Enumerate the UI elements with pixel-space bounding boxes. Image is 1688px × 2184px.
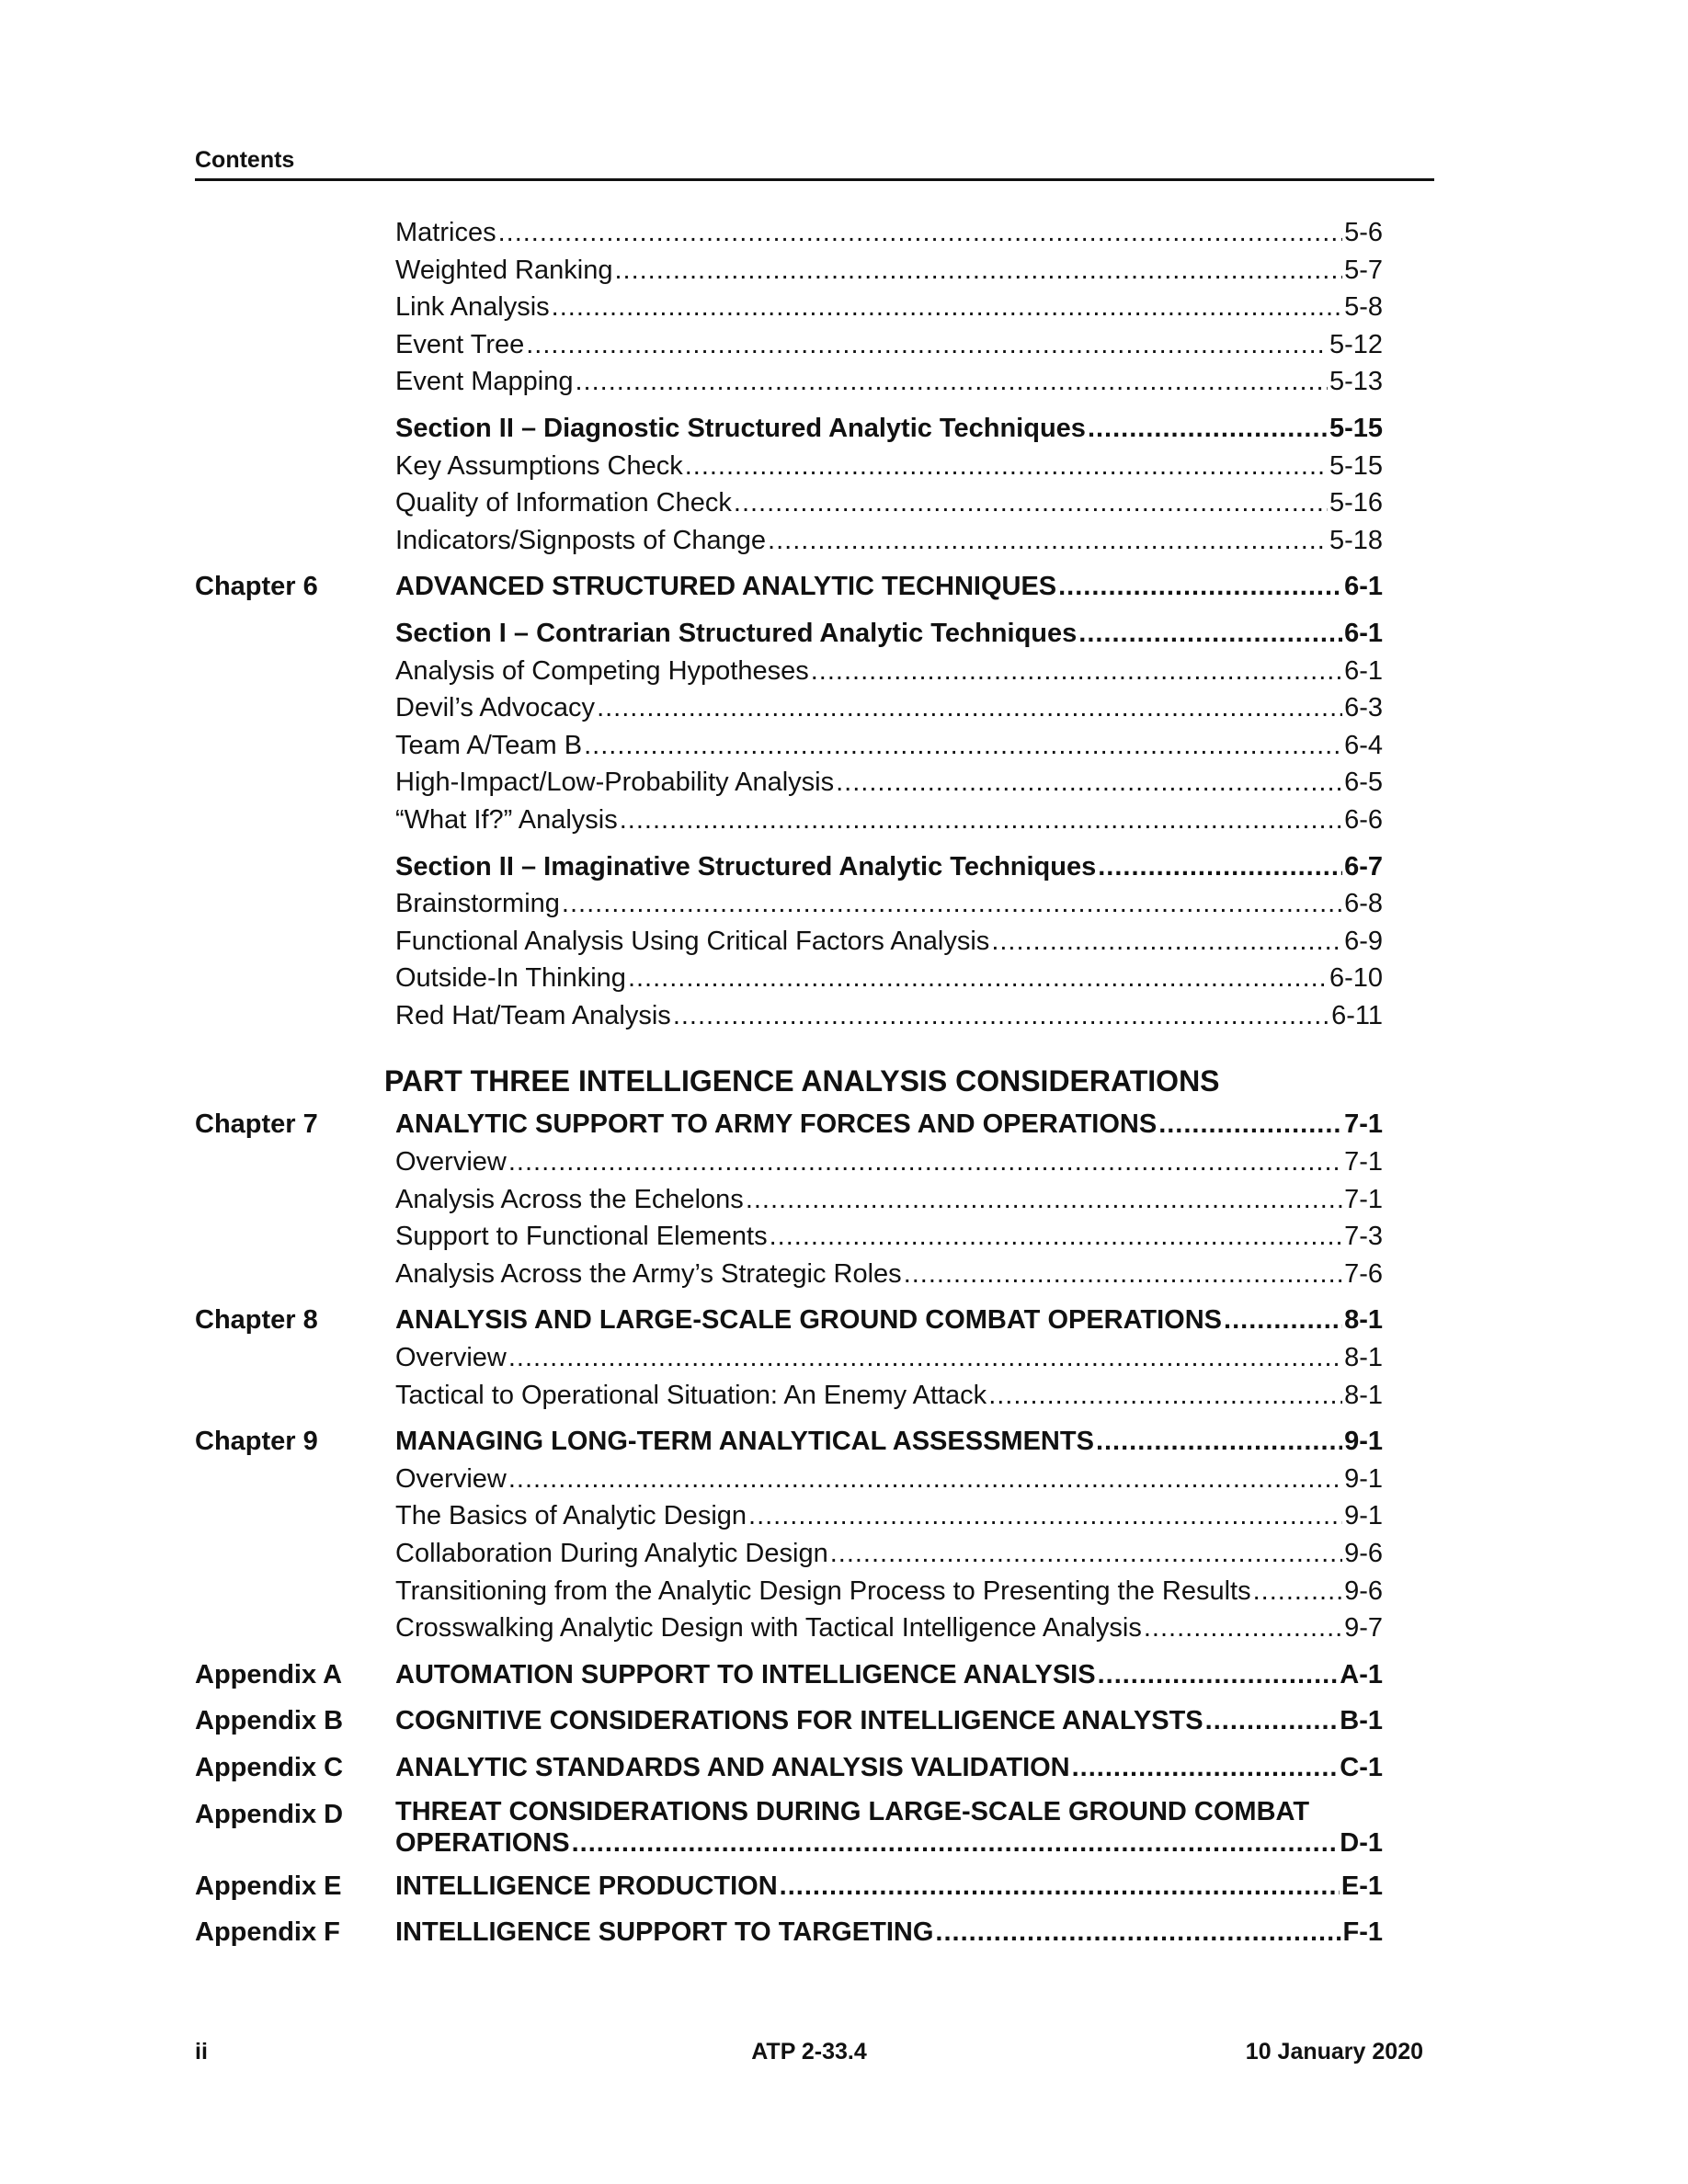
toc-entry-page: 8-1: [1344, 1380, 1383, 1410]
toc-entry-label: Appendix A: [195, 1659, 343, 1689]
toc-entry-title: Brainstorming: [395, 889, 560, 919]
toc-entry-page: 5-15: [1329, 450, 1383, 481]
toc-entry-body: [395, 1535, 1383, 1573]
toc-entry-title: Link Analysis: [395, 292, 550, 323]
dot-leader: [1144, 1610, 1342, 1647]
toc-entry[interactable]: [195, 1106, 1383, 1143]
toc-entry-title: Outside-In Thinking: [395, 963, 626, 994]
toc-entry-title: ANALYTIC SUPPORT TO ARMY FORCES AND OPERATIONS: [395, 1109, 1158, 1140]
toc-entry-title: COGNITIVE CONSIDERATIONS FOR INTELLIGENCE ANALYSTS: [395, 1706, 1203, 1736]
toc-entry-title: “What If?” Analysis: [395, 804, 618, 835]
toc-entry[interactable]: [195, 885, 1383, 923]
toc-entry-body: [395, 1749, 1383, 1787]
toc-entry-body: [395, 1302, 1383, 1339]
toc-entry-label: Appendix E: [195, 1871, 342, 1901]
dot-leader: [1088, 410, 1328, 448]
toc-entry-body: [395, 727, 1383, 765]
toc-entry-title: Indicators/Signposts of Change: [395, 525, 767, 555]
toc-entry-title: Analysis Across the Army’s Strategic Roles: [395, 1258, 902, 1289]
toc-entry-body: [395, 1868, 1383, 1905]
dot-leader: [620, 802, 1342, 839]
toc-entry-body: [395, 484, 1383, 522]
toc-entry-page: 6-7: [1344, 851, 1383, 882]
toc-entry[interactable]: [195, 1610, 1383, 1647]
toc-entry[interactable]: [195, 1218, 1383, 1256]
toc-entry-label: Chapter 7: [195, 1109, 318, 1140]
toc-entry-page: F-1: [1342, 1917, 1383, 1948]
toc-entry-label: Chapter 6: [195, 572, 318, 602]
toc-entry-page: 9-1: [1344, 1427, 1383, 1457]
footer-date: 10 January 2020: [1245, 2039, 1423, 2065]
toc-entry[interactable]: [195, 522, 1383, 560]
toc-entry-page: D-1: [1340, 1827, 1383, 1858]
toc-entry-page: 5-15: [1329, 413, 1383, 443]
toc-entry-title: INTELLIGENCE SUPPORT TO TARGETING: [395, 1917, 934, 1948]
dot-leader: [780, 1868, 1340, 1905]
toc-entry-label: Chapter 8: [195, 1305, 318, 1336]
dot-leader: [508, 1143, 1342, 1181]
toc-entry[interactable]: [195, 1377, 1383, 1415]
toc-entry-label: Appendix F: [195, 1917, 340, 1948]
dot-leader: [1098, 848, 1342, 886]
toc-entry-body: [395, 214, 1383, 252]
toc-entry-page: A-1: [1340, 1659, 1383, 1689]
toc-entry-page: 6-3: [1344, 693, 1383, 723]
toc-entry-page: 9-6: [1344, 1539, 1383, 1568]
toc-entry[interactable]: [195, 923, 1383, 961]
toc-entry-page: 6-1: [1344, 655, 1383, 686]
toc-entry[interactable]: [195, 802, 1383, 839]
toc-entry[interactable]: [195, 1181, 1383, 1219]
toc-entry-page: 9-6: [1344, 1575, 1383, 1606]
dot-leader: [614, 252, 1342, 290]
toc-entry-title: Crosswalking Analytic Design with Tactical Intelligence Analysis: [395, 1613, 1142, 1644]
toc-entry-page: 8-1: [1344, 1305, 1383, 1336]
toc-entry-title: Devil’s Advocacy: [395, 693, 596, 723]
toc-entry-title: Weighted Ranking: [395, 255, 613, 285]
toc-entry-title: Section II – Imaginative Structured Analytic Techniques: [395, 851, 1097, 882]
toc-entry-body: [395, 689, 1383, 727]
toc-entry-title: Key Assumptions Check: [395, 450, 683, 481]
toc-entry-body: [395, 1218, 1383, 1256]
toc-entry-body: [395, 410, 1383, 448]
toc-entry-title: AUTOMATION SUPPORT TO INTELLIGENCE ANALYSIS: [395, 1659, 1096, 1689]
toc-entry-body: [395, 326, 1383, 364]
dot-leader: [904, 1256, 1342, 1293]
toc-entry-body: [395, 289, 1383, 326]
toc-entry-page: B-1: [1340, 1706, 1383, 1736]
dot-leader: [1253, 1573, 1342, 1610]
dot-leader: [1224, 1302, 1342, 1339]
toc-entry[interactable]: [195, 252, 1383, 290]
toc-entry-body: [395, 1497, 1383, 1535]
toc-entry-body: [395, 653, 1383, 690]
toc-entry-body: [395, 1423, 1383, 1461]
toc-entry-title: Quality of Information Check: [395, 488, 732, 518]
dot-leader: [991, 923, 1342, 961]
footer-page-number: ii: [195, 2039, 208, 2065]
toc-entry-page: 5-8: [1344, 292, 1383, 323]
toc-entry-body: [395, 1610, 1383, 1647]
toc-entry-line2: [395, 1827, 1383, 1859]
toc-entry-body: [395, 1339, 1383, 1377]
toc-entry-title: Team A/Team B: [395, 730, 583, 760]
toc-entry-title: INTELLIGENCE PRODUCTION: [395, 1871, 778, 1901]
toc-entry-page: 6-5: [1344, 768, 1383, 798]
toc-entry-body: [395, 1143, 1383, 1181]
dot-leader: [988, 1377, 1342, 1415]
dot-leader: [1205, 1702, 1339, 1740]
toc-entry[interactable]: [195, 848, 1383, 886]
dot-leader: [768, 522, 1328, 560]
toc-entry-title: Red Hat/Team Analysis: [395, 1000, 671, 1030]
toc-entry[interactable]: [195, 1339, 1383, 1377]
toc-entry-page: 7-1: [1344, 1184, 1383, 1214]
toc-entry[interactable]: [195, 960, 1383, 997]
toc-entry[interactable]: [195, 1461, 1383, 1498]
toc-entry-body: [395, 522, 1383, 560]
toc-entry-title: Event Mapping: [395, 367, 574, 397]
toc-entry-title: Collaboration During Analytic Design: [395, 1539, 828, 1568]
toc-entry-body: [395, 923, 1383, 961]
dot-leader: [734, 484, 1328, 522]
toc-entry-body: [395, 1702, 1383, 1740]
toc-entry-page: 5-18: [1329, 525, 1383, 555]
toc-entry-title: Event Tree: [395, 329, 525, 359]
dot-leader: [1078, 615, 1342, 653]
toc-entry[interactable]: [195, 214, 1383, 252]
part-heading: PART THREE INTELLIGENCE ANALYSIS CONSIDERATIONS: [384, 1064, 1220, 1098]
toc-entry-page: 7-6: [1344, 1258, 1383, 1289]
toc-entry-title: The Basics of Analytic Design: [395, 1501, 747, 1531]
toc-entry-title-continued: OPERATIONS: [395, 1827, 570, 1858]
toc-entry-title: Section I – Contrarian Structured Analytic Techniques: [395, 618, 1078, 648]
toc-entry[interactable]: [195, 1656, 1383, 1694]
toc-entry-body: [395, 997, 1383, 1035]
dot-leader: [562, 885, 1342, 923]
dot-leader: [526, 326, 1328, 364]
toc-entry[interactable]: [195, 448, 1383, 485]
dot-leader: [1058, 568, 1342, 606]
toc-entry-page: 5-6: [1344, 218, 1383, 247]
toc-entry-title: ADVANCED STRUCTURED ANALYTIC TECHNIQUES: [395, 572, 1057, 602]
dot-leader: [1072, 1749, 1339, 1787]
toc-entry[interactable]: [195, 1497, 1383, 1535]
toc-entry[interactable]: [195, 997, 1383, 1035]
toc-entry-title: THREAT CONSIDERATIONS DURING LARGE-SCALE GROUND COMBAT: [395, 1796, 1310, 1826]
toc-entry-title: Functional Analysis Using Critical Factors Analysis: [395, 926, 990, 956]
toc-entry[interactable]: [195, 289, 1383, 326]
table-of-contents: [195, 214, 1383, 1951]
toc-entry-title: Overview: [395, 1147, 507, 1177]
toc-entry-page: 7-1: [1344, 1109, 1383, 1140]
toc-entry[interactable]: [195, 1868, 1383, 1905]
toc-entry-page: 9-1: [1344, 1501, 1383, 1531]
toc-entry-page: 6-1: [1344, 572, 1383, 602]
toc-entry[interactable]: [195, 410, 1383, 448]
toc-entry-page: 7-1: [1344, 1147, 1383, 1177]
toc-entry-body: [395, 1461, 1383, 1498]
toc-entry-body: [395, 802, 1383, 839]
toc-entry-body: [395, 252, 1383, 290]
footer-publication: ATP 2-33.4: [751, 2039, 867, 2065]
dot-leader: [575, 363, 1327, 401]
toc-entry-body: [395, 615, 1383, 653]
toc-entry-title: Support to Functional Elements: [395, 1222, 768, 1252]
toc-entry-page: 6-6: [1344, 804, 1383, 835]
toc-entry-title: Overview: [395, 1463, 507, 1494]
toc-entry[interactable]: [195, 1423, 1383, 1461]
toc-entry-page: 5-13: [1329, 367, 1383, 397]
dot-leader: [628, 960, 1328, 997]
toc-entry-title: MANAGING LONG-TERM ANALYTICAL ASSESSMENTS: [395, 1427, 1094, 1457]
toc-entry-page: 6-10: [1329, 963, 1383, 994]
toc-entry-page: 6-1: [1344, 618, 1383, 648]
toc-entry[interactable]: [195, 1573, 1383, 1610]
toc-entry-title: Analysis Across the Echelons: [395, 1184, 744, 1214]
toc-entry-body: [395, 448, 1383, 485]
dot-leader: [935, 1914, 1340, 1951]
dot-leader: [830, 1535, 1342, 1573]
toc-entry[interactable]: [195, 615, 1383, 653]
dot-leader: [498, 214, 1343, 252]
toc-entry-page: C-1: [1340, 1752, 1383, 1782]
dot-leader: [597, 689, 1342, 727]
toc-entry-page: 5-7: [1344, 255, 1383, 285]
part-heading-row: [195, 1056, 1383, 1106]
dot-leader: [770, 1218, 1342, 1256]
page-footer: [195, 2039, 1423, 2072]
toc-entry-page: 7-3: [1344, 1222, 1383, 1252]
toc-entry-body: [395, 1914, 1383, 1951]
toc-entry-body: [395, 960, 1383, 997]
toc-entry-body: [395, 363, 1383, 401]
toc-entry-body: [395, 568, 1383, 606]
toc-entry[interactable]: [195, 484, 1383, 522]
dot-leader: [673, 997, 1329, 1035]
toc-entry[interactable]: [195, 727, 1383, 765]
toc-entry[interactable]: [195, 1256, 1383, 1293]
running-head: Contents: [195, 147, 1434, 181]
toc-entry[interactable]: [195, 1535, 1383, 1573]
dot-leader: [552, 289, 1342, 326]
toc-entry-label: Chapter 9: [195, 1427, 318, 1457]
toc-entry-page: E-1: [1340, 1871, 1383, 1901]
toc-entry-page: 8-1: [1344, 1343, 1383, 1373]
dot-leader: [508, 1339, 1342, 1377]
toc-entry-page: 6-8: [1344, 889, 1383, 919]
toc-entry-page: 5-12: [1329, 329, 1383, 359]
toc-entry-page: 9-7: [1344, 1613, 1383, 1644]
dot-leader: [584, 727, 1342, 765]
dot-leader: [748, 1497, 1342, 1535]
dot-leader: [685, 448, 1328, 485]
toc-entry[interactable]: [195, 1143, 1383, 1181]
toc-entry-title: High-Impact/Low-Probability Analysis: [395, 768, 835, 798]
toc-entry-page: 9-1: [1344, 1463, 1383, 1494]
dot-leader: [508, 1461, 1342, 1498]
toc-entry-title: Transitioning from the Analytic Design Process to Presenting the Results: [395, 1575, 1251, 1606]
dot-leader: [811, 653, 1342, 690]
toc-entry-body: [395, 1796, 1383, 1859]
toc-entry-body: [395, 1573, 1383, 1610]
toc-entry-label: Appendix B: [195, 1706, 344, 1736]
toc-entry-body: [395, 848, 1383, 886]
toc-entry[interactable]: [195, 1749, 1383, 1787]
toc-entry-title: ANALYSIS AND LARGE-SCALE GROUND COMBAT OPERATIONS: [395, 1305, 1223, 1336]
toc-entry[interactable]: [195, 326, 1383, 364]
dot-leader: [836, 764, 1342, 802]
toc-entry-body: [395, 1656, 1383, 1694]
toc-entry-body: [395, 1256, 1383, 1293]
toc-entry-title: Overview: [395, 1343, 507, 1373]
toc-entry-title: Matrices: [395, 218, 496, 247]
dot-leader: [746, 1181, 1342, 1219]
toc-entry[interactable]: [195, 1914, 1383, 1951]
dot-leader: [1096, 1423, 1342, 1461]
toc-entry[interactable]: [195, 1702, 1383, 1740]
toc-entry[interactable]: [195, 363, 1383, 401]
toc-entry-body: [395, 764, 1383, 802]
dot-leader: [1158, 1106, 1342, 1143]
toc-entry[interactable]: [195, 653, 1383, 690]
toc-entry-title: Tactical to Operational Situation: An Enemy Attack: [395, 1380, 987, 1410]
toc-entry[interactable]: [195, 568, 1383, 606]
toc-entry-body: [395, 1106, 1383, 1143]
dot-leader: [1098, 1656, 1339, 1694]
toc-entry[interactable]: [195, 1796, 1383, 1859]
toc-entry-page: 6-11: [1331, 1000, 1383, 1030]
toc-entry[interactable]: [195, 764, 1383, 802]
toc-entry-body: [395, 1181, 1383, 1219]
toc-entry-label: Appendix D: [195, 1799, 344, 1829]
toc-entry-page: 6-4: [1344, 730, 1383, 760]
dot-leader: [572, 1827, 1339, 1859]
toc-entry-page: 6-9: [1344, 926, 1383, 956]
toc-entry-body: [395, 885, 1383, 923]
toc-entry-title: Section II – Diagnostic Structured Analytic Techniques: [395, 413, 1086, 443]
toc-entry-title: Analysis of Competing Hypotheses: [395, 655, 809, 686]
toc-entry-label: Appendix C: [195, 1752, 344, 1782]
toc-entry-body: [395, 1377, 1383, 1415]
toc-entry[interactable]: [195, 689, 1383, 727]
toc-entry[interactable]: [195, 1302, 1383, 1339]
toc-entry-page: 5-16: [1329, 488, 1383, 518]
toc-entry-title: ANALYTIC STANDARDS AND ANALYSIS VALIDATION: [395, 1752, 1070, 1782]
